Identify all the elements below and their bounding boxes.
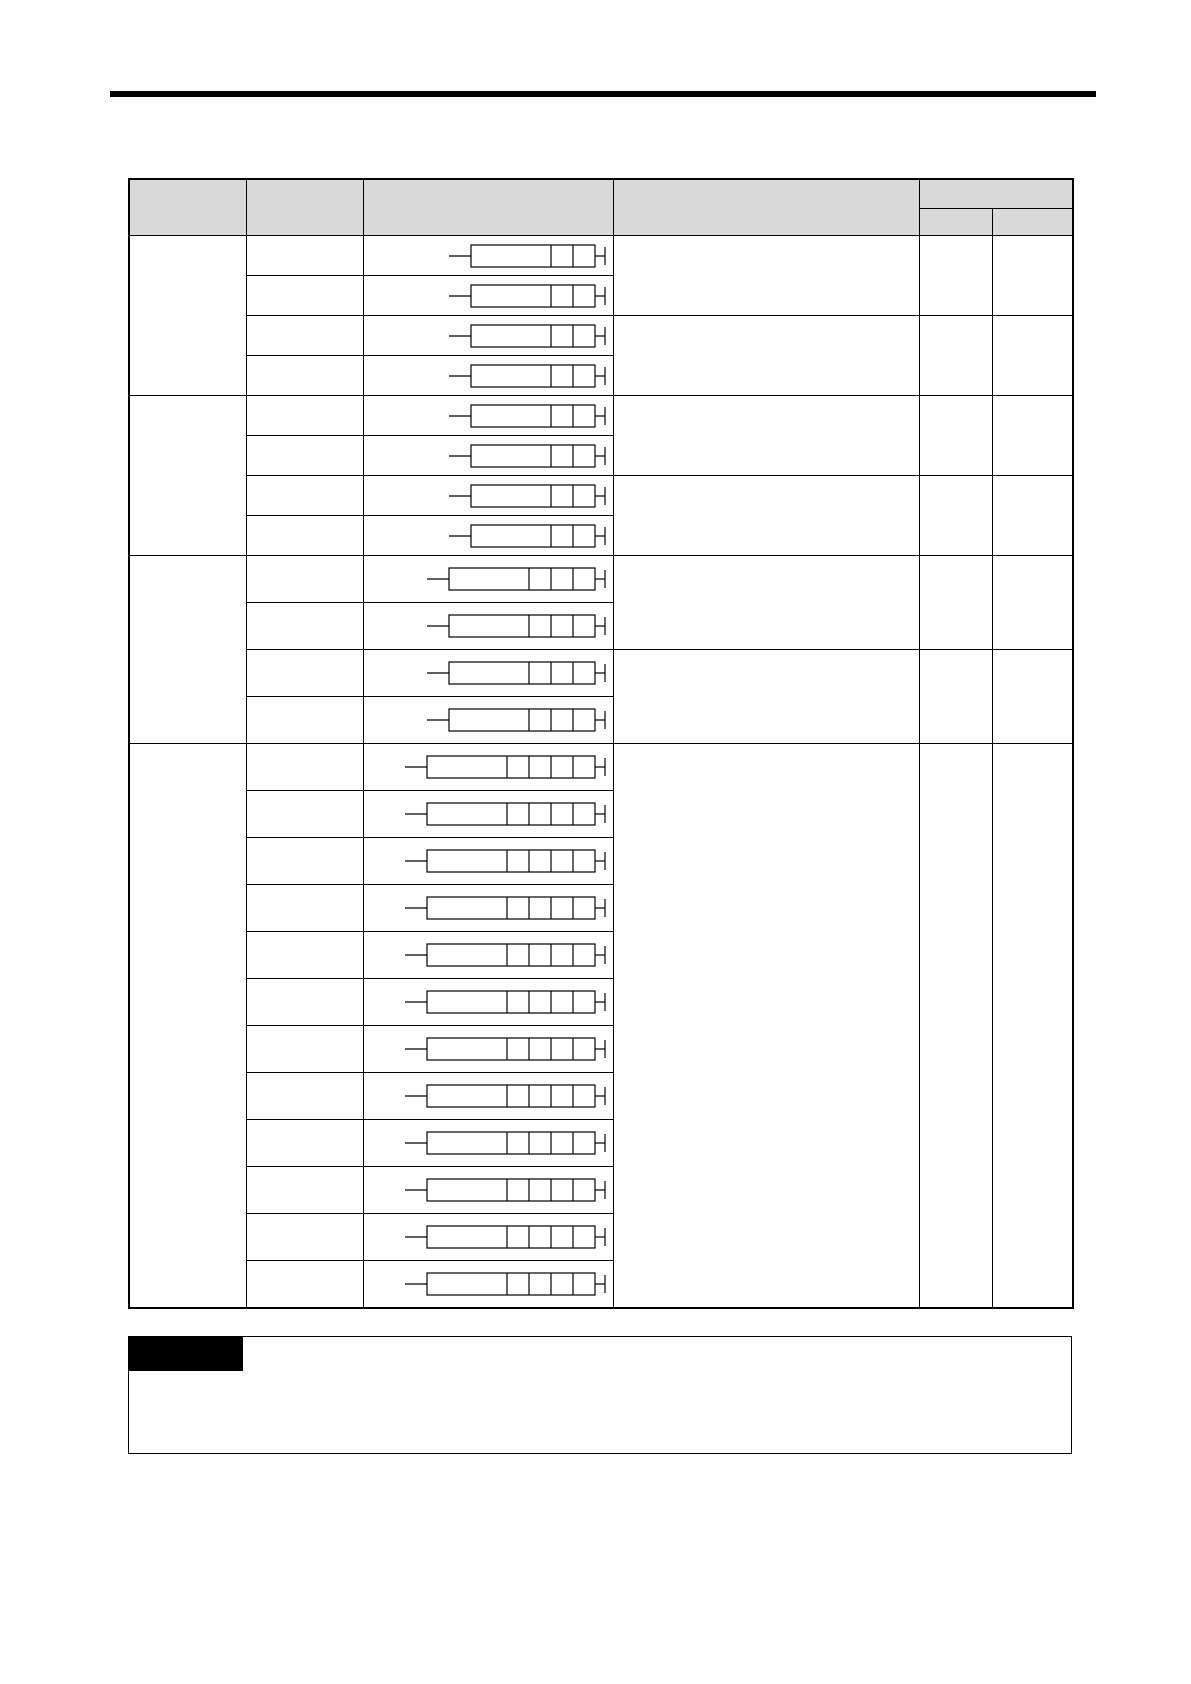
flag-cell	[992, 744, 1073, 1309]
instruction-name	[246, 979, 363, 1026]
ladder-box	[471, 285, 595, 307]
ladder-symbol	[364, 1128, 612, 1158]
ladder-symbol	[364, 361, 612, 391]
note-box	[128, 1336, 1072, 1454]
group-label	[129, 236, 246, 396]
instruction-name	[246, 1214, 363, 1261]
ladder-symbol	[364, 441, 612, 471]
ladder-symbol-cell	[363, 1120, 613, 1167]
ladder-box	[427, 1226, 595, 1248]
ladder-symbol-cell	[363, 932, 613, 979]
flag-cell	[992, 316, 1073, 396]
instruction-name	[246, 932, 363, 979]
step-cell	[919, 556, 992, 650]
step-cell	[919, 744, 992, 1309]
description-cell	[613, 744, 919, 1309]
ladder-box	[471, 525, 595, 547]
ladder-symbol-cell	[363, 1073, 613, 1120]
ladder-symbol-cell	[363, 603, 613, 650]
flag-cell	[992, 236, 1073, 316]
flag-cell	[992, 650, 1073, 744]
description-cell	[613, 556, 919, 650]
ladder-symbol-cell	[363, 556, 613, 603]
instruction-name	[246, 744, 363, 791]
instruction-name	[246, 1073, 363, 1120]
step-cell	[919, 650, 992, 744]
instruction-name	[246, 1120, 363, 1167]
header-cell	[246, 179, 363, 236]
ladder-symbol-cell	[363, 885, 613, 932]
subheader-cell	[919, 209, 992, 236]
ladder-symbol	[364, 752, 612, 782]
ladder-symbol-cell	[363, 791, 613, 838]
step-cell	[919, 476, 992, 556]
ladder-box	[427, 850, 595, 872]
instruction-name	[246, 436, 363, 476]
flag-cell	[992, 396, 1073, 476]
step-cell	[919, 316, 992, 396]
description-cell	[613, 476, 919, 556]
description-cell	[613, 316, 919, 396]
ladder-symbol-cell	[363, 697, 613, 744]
ladder-box	[471, 325, 595, 347]
description-cell	[613, 236, 919, 316]
ladder-box	[427, 897, 595, 919]
ladder-symbol	[364, 521, 612, 551]
instruction-name	[246, 697, 363, 744]
ladder-box	[427, 1179, 595, 1201]
ladder-box	[471, 445, 595, 467]
header-cell	[613, 179, 919, 236]
ladder-symbol-cell	[363, 356, 613, 396]
ladder-symbol-cell	[363, 1261, 613, 1309]
subheader-cell	[992, 209, 1073, 236]
instruction-name	[246, 276, 363, 316]
instruction-name	[246, 1167, 363, 1214]
instruction-name	[246, 316, 363, 356]
note-title	[129, 1337, 243, 1371]
step-cell	[919, 236, 992, 316]
ladder-symbol-cell	[363, 276, 613, 316]
instruction-name	[246, 885, 363, 932]
header-cell	[919, 179, 1073, 209]
ladder-box	[427, 1273, 595, 1295]
ladder-symbol-cell	[363, 1026, 613, 1073]
instruction-name	[246, 603, 363, 650]
instruction-name	[246, 650, 363, 697]
ladder-symbol	[364, 799, 612, 829]
instruction-table	[128, 178, 1074, 1309]
ladder-symbol	[364, 987, 612, 1017]
ladder-symbol	[364, 564, 612, 594]
ladder-symbol	[364, 481, 612, 511]
ladder-box	[427, 803, 595, 825]
ladder-box	[471, 405, 595, 427]
ladder-box	[427, 1132, 595, 1154]
ladder-symbol	[364, 846, 612, 876]
instruction-name	[246, 556, 363, 603]
instruction-name	[246, 1026, 363, 1073]
ladder-symbol	[364, 1269, 612, 1299]
ladder-symbol-cell	[363, 516, 613, 556]
flag-cell	[992, 476, 1073, 556]
ladder-box	[427, 991, 595, 1013]
ladder-symbol-cell	[363, 236, 613, 276]
ladder-symbol	[364, 281, 612, 311]
ladder-symbol-cell	[363, 436, 613, 476]
instruction-name	[246, 516, 363, 556]
ladder-symbol-cell	[363, 838, 613, 885]
ladder-symbol-cell	[363, 476, 613, 516]
instruction-name	[246, 838, 363, 885]
ladder-box	[427, 756, 595, 778]
ladder-box	[427, 1085, 595, 1107]
ladder-symbol	[364, 658, 612, 688]
instruction-name	[246, 236, 363, 276]
ladder-symbol	[364, 1222, 612, 1252]
ladder-symbol	[364, 1175, 612, 1205]
flag-cell	[992, 556, 1073, 650]
group-label	[129, 556, 246, 744]
ladder-box	[427, 944, 595, 966]
ladder-symbol-cell	[363, 650, 613, 697]
ladder-symbol-cell	[363, 396, 613, 436]
ladder-symbol-cell	[363, 316, 613, 356]
group-label	[129, 396, 246, 556]
ladder-symbol	[364, 940, 612, 970]
ladder-box	[471, 245, 595, 267]
ladder-symbol-cell	[363, 1167, 613, 1214]
ladder-box	[471, 365, 595, 387]
ladder-symbol	[364, 321, 612, 351]
instruction-name	[246, 356, 363, 396]
ladder-box	[427, 1038, 595, 1060]
ladder-symbol	[364, 1034, 612, 1064]
instruction-name	[246, 476, 363, 516]
instruction-name	[246, 791, 363, 838]
ladder-symbol	[364, 1081, 612, 1111]
description-cell	[613, 396, 919, 476]
group-label	[129, 744, 246, 1309]
instruction-name	[246, 1261, 363, 1309]
ladder-symbol	[364, 241, 612, 271]
ladder-symbol	[364, 893, 612, 923]
step-cell	[919, 396, 992, 476]
header-cell	[363, 179, 613, 236]
ladder-symbol-cell	[363, 744, 613, 791]
header-cell	[129, 179, 246, 236]
ladder-symbol-cell	[363, 1214, 613, 1261]
ladder-symbol	[364, 401, 612, 431]
description-cell	[613, 650, 919, 744]
ladder-symbol	[364, 705, 612, 735]
top-rule	[110, 91, 1096, 97]
ladder-symbol	[364, 611, 612, 641]
ladder-symbol-cell	[363, 979, 613, 1026]
ladder-box	[471, 485, 595, 507]
instruction-name	[246, 396, 363, 436]
